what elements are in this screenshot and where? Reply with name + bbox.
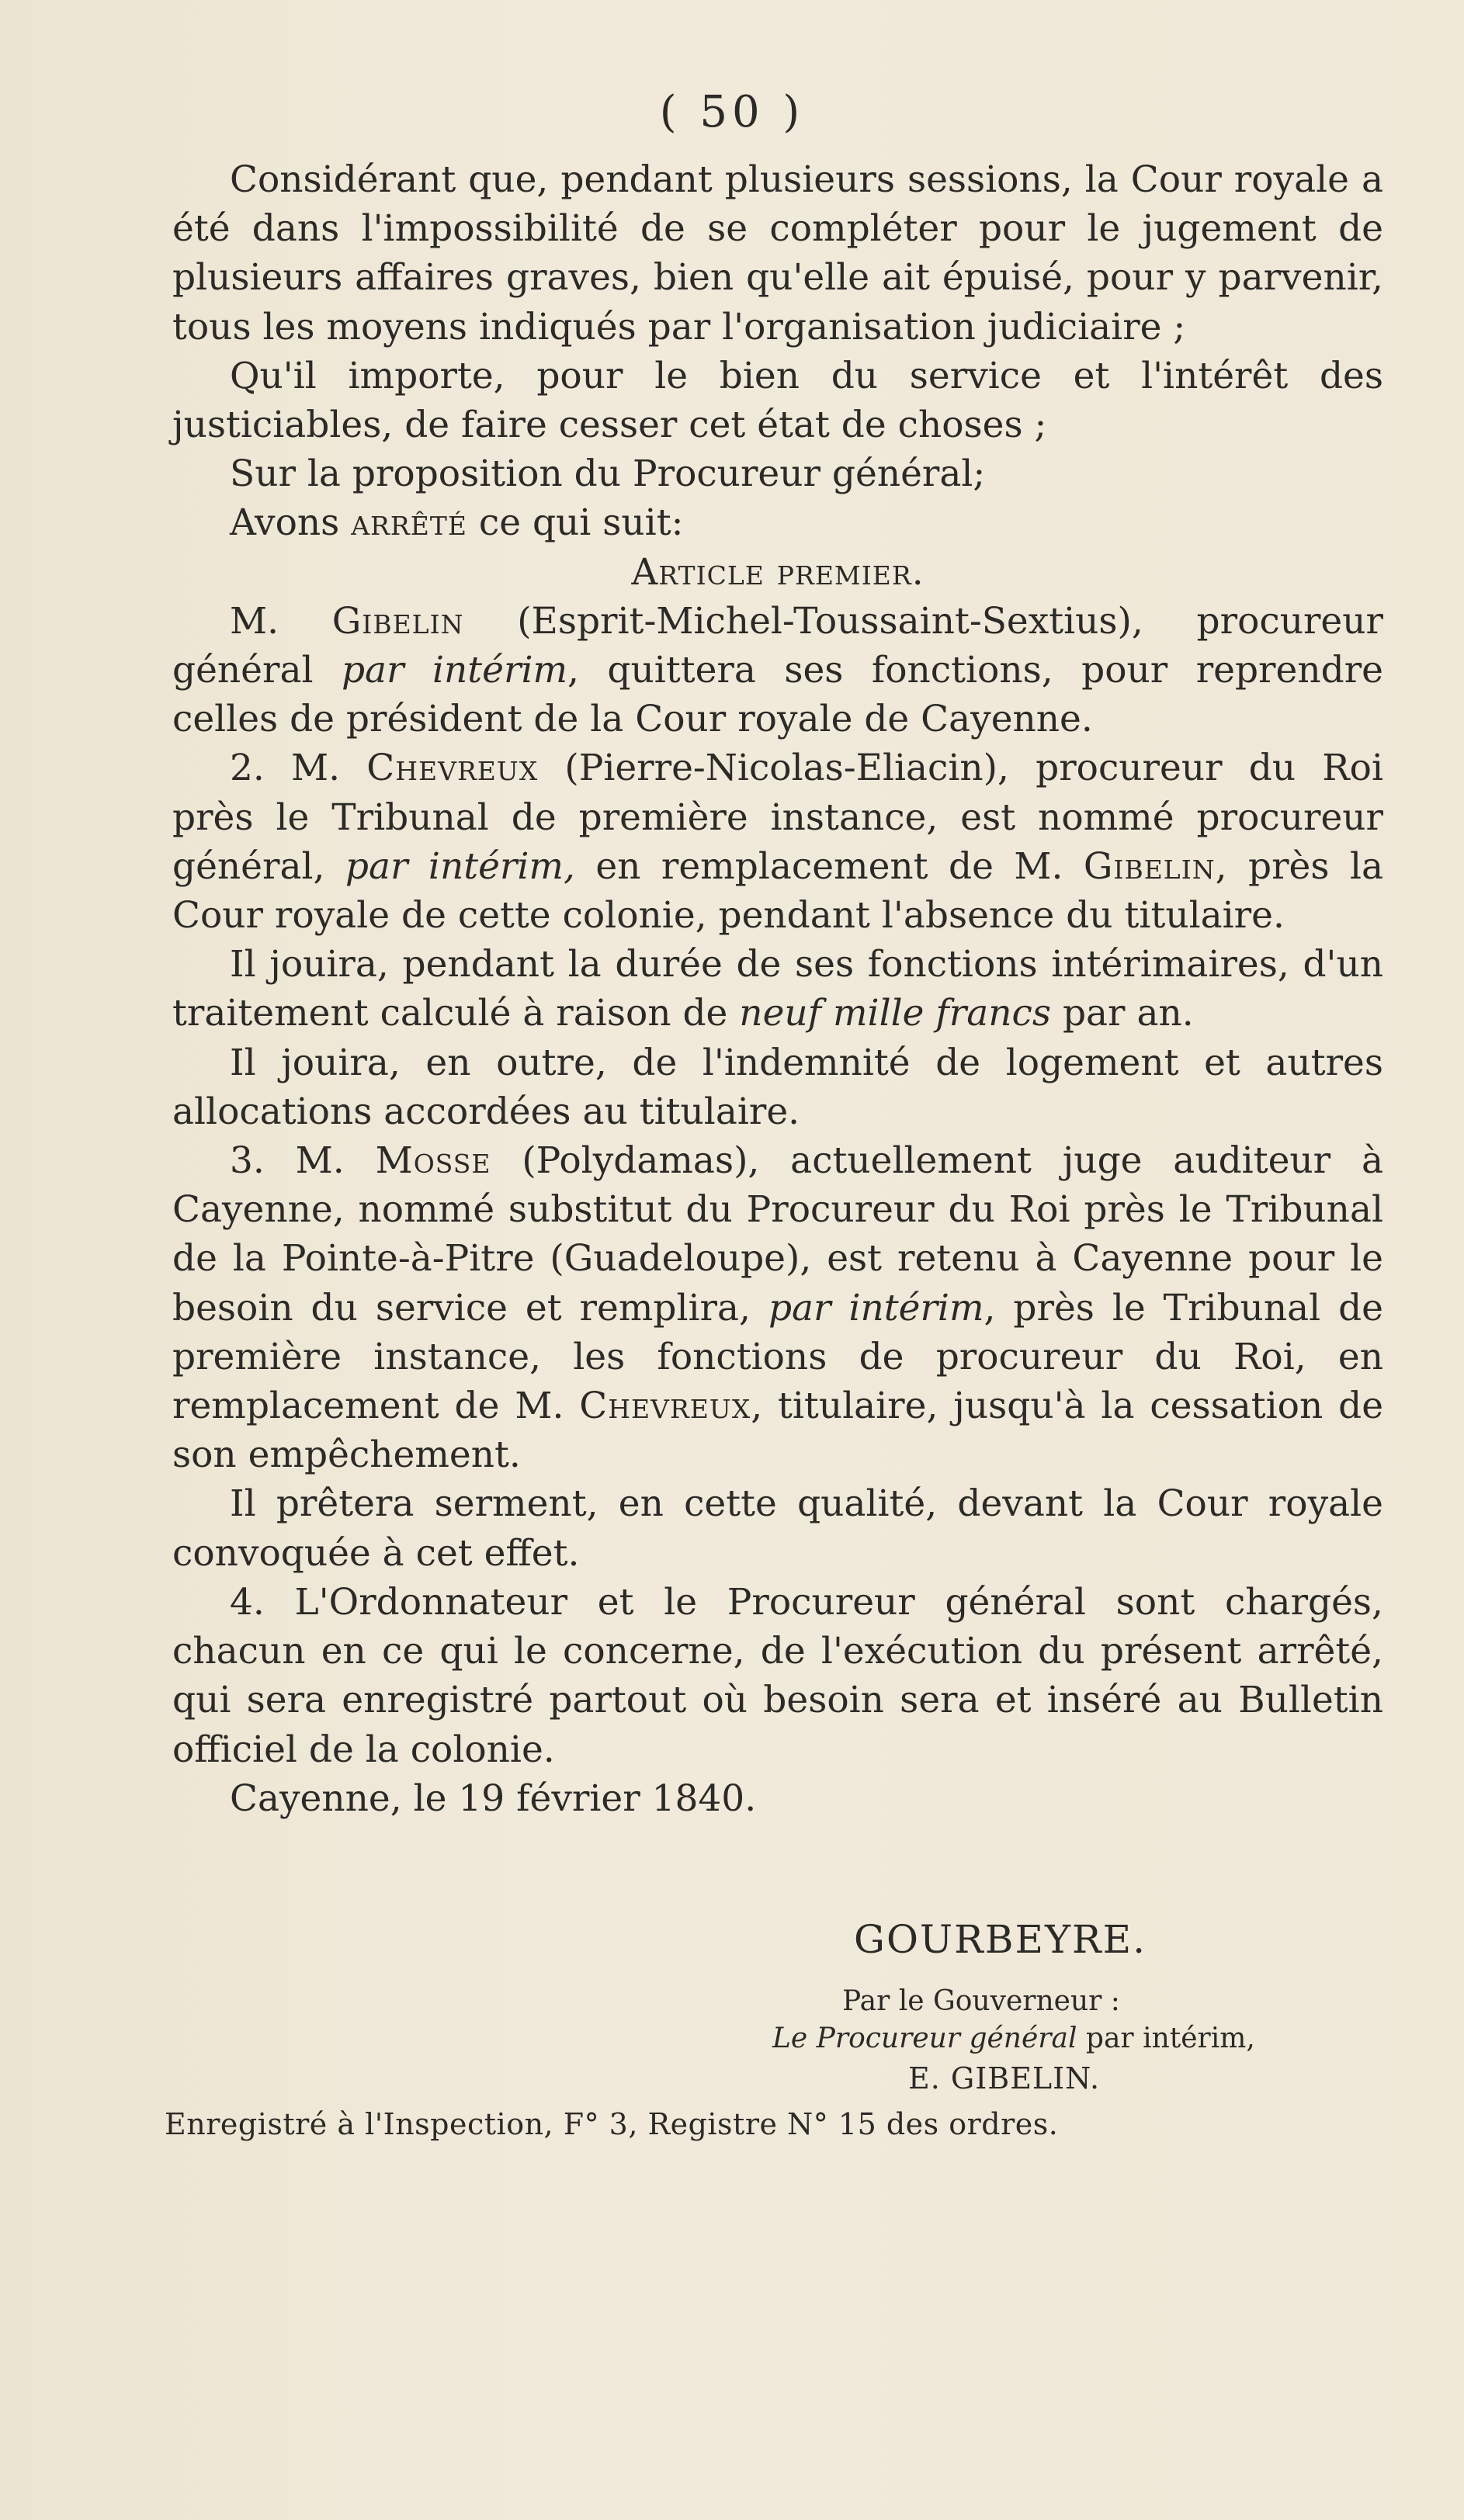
article-1	[172, 597, 1383, 744]
art2-name: Chevreux	[366, 747, 539, 790]
art2-text-c: près la Cour royale de cette colonie, pendant l'absence du titulaire.	[172, 844, 1383, 938]
avons-pre: Avons	[230, 501, 352, 545]
art2-name2: Gibelin,	[1083, 844, 1228, 888]
signature-line-1: Par le Gouverneur :	[842, 1985, 1120, 2017]
art3-name: Mosse	[375, 1139, 491, 1183]
art3-italic: par intérim	[768, 1286, 984, 1329]
art2p2-text-b: par an.	[1051, 992, 1194, 1035]
registration-footer: Enregistré à l'Inspection, F° 3, Registre N° 15 des ordres.	[165, 2107, 1059, 2141]
art3-name2: Chevreux	[579, 1385, 751, 1428]
paragraph-importe: Qu'il importe, pour le bien du service et l'intérêt des justiciables, de faire cesser cet état de choses ;	[172, 354, 1383, 447]
art3-pre: 3. M.	[230, 1139, 376, 1183]
art2-italic: par intérim,	[345, 844, 575, 888]
article-3-oath: Il prêtera serment, en cette qualité, devant la Cour royale convoquée à cet effet.	[172, 1482, 1383, 1575]
art2-text-b: en remplacement de M.	[574, 844, 1084, 888]
avons-post: ce qui suit:	[467, 501, 684, 545]
avons-arrete: arrêté	[351, 501, 467, 545]
paragraph-avons	[172, 498, 1383, 547]
signature-line-3: E. GIBELIN.	[908, 2061, 1101, 2095]
article-2	[172, 744, 1383, 940]
article-2-salary	[172, 940, 1383, 1038]
body-text	[172, 155, 1383, 1823]
art2-text-a: (Pierre-Nicolas-Eliacin), procureur du Roi près le Tribunal de première instance, est nommé procureur général,	[172, 747, 1383, 888]
article-2-indemnity: Il jouira, en outre, de l'indemnité de logement et autres allocations accordées au titulaire.	[172, 1041, 1383, 1133]
art2p2-text-a: Il jouira, pendant la durée de ses fonctions intérimaires, d'un traitement calculé à raison de	[172, 943, 1383, 1035]
art1-name: Gibelin	[331, 599, 464, 643]
article-3	[172, 1136, 1383, 1479]
art2-pre: 2. M.	[230, 747, 367, 790]
signature-line-2-rest: par intérim,	[1077, 2023, 1255, 2054]
paragraph-proposition: Sur la proposition du Procureur général;	[230, 452, 986, 496]
signature-line-2	[772, 2023, 1255, 2054]
art1-text-a: (Esprit-Michel-Toussaint-Sextius), procureur général	[172, 599, 1383, 692]
paragraph-considerant: Considérant que, pendant plusieurs sessions, la Cour royale a été dans l'impossibilité de se compléter pour le jugement de plusieurs affaires graves, bien qu'elle ait épuisé, pour y parvenir, tous les moyens indiqués par l'organisation judiciaire ;	[172, 158, 1383, 348]
art1-text-b: , quittera ses fonctions, pour reprendre celles de président de la Cour royale de Cayenne.	[172, 649, 1383, 741]
article-heading: Article premier.	[631, 550, 925, 594]
article-4: 4. L'Ordonnateur et le Procureur général sont chargés, chacun en ce qui le concerne, de l'exécution du présent arrêté, qui sera enregistré partout où besoin sera et inséré au Bulletin officiel de la colonie.	[172, 1580, 1383, 1771]
art1-italic: par intérim	[341, 649, 568, 692]
art2p2-italic: neuf mille francs	[739, 992, 1051, 1035]
signature-line-2-italic: Le Procureur général	[772, 2023, 1077, 2054]
date-line: Cayenne, le 19 février 1840.	[230, 1776, 757, 1820]
signatory-name: GOURBEYRE.	[854, 1917, 1147, 1962]
page-number: ( 50 )	[659, 87, 805, 137]
art3-text-a: (Polydamas), actuellement juge auditeur à Cayenne, nommé substitut du Procureur du Roi près le Tribunal de la Pointe-à-Pitre (Guadeloupe), est retenu à Cayenne pour le besoin du service et remplira,	[172, 1139, 1383, 1329]
art1-pre: M.	[230, 599, 332, 643]
art3-text-b: , près le Tribunal de première instance, les fonctions de procureur du Roi, en remplacement de M.	[172, 1286, 1383, 1428]
art3-text-c: , titulaire, jusqu'à la cessation de son empêchement.	[172, 1385, 1384, 1477]
